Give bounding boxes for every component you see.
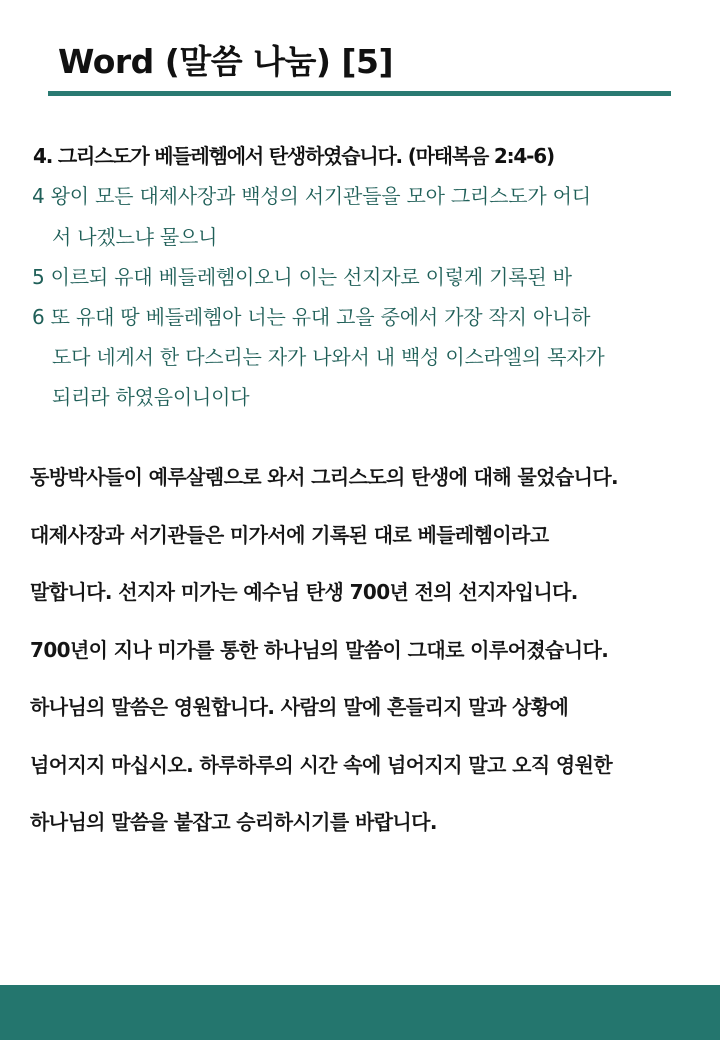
verse-line: 6 또 유대 땅 베들레헴아 너는 유대 고을 중에서 가장 작지 아니하 <box>32 305 591 329</box>
verse-line: 5 이르되 유대 베들레헴이오니 이는 선지자로 이렇게 기록된 바 <box>32 265 572 289</box>
body-paragraph-line: 하나님의 말씀은 영원합니다. 사람의 말에 흔들리지 말과 상황에 <box>30 695 569 719</box>
body-paragraph-line: 말합니다. 선지자 미가는 예수님 탄생 700년 전의 선지자입니다. <box>30 580 578 604</box>
page-title: Word (말씀 나눔) [5] <box>58 42 394 81</box>
verse-line: 되리라 하였음이니이다 <box>52 385 250 409</box>
verse-line: 서 나겠느냐 물으니 <box>52 225 218 249</box>
body-paragraph-line: 대제사장과 서기관들은 미가서에 기록된 대로 베들레헴이라고 <box>30 523 549 547</box>
body-paragraph-line: 동방박사들이 예루살렘으로 와서 그리스도의 탄생에 대해 물었습니다. <box>30 465 619 489</box>
section-heading: 4. 그리스도가 베들레헴에서 탄생하였습니다. (마태복음 2:4-6) <box>33 144 554 168</box>
body-paragraph-line: 700년이 지나 미가를 통한 하나님의 말씀이 그대로 이루어졌습니다. <box>30 638 609 662</box>
body-paragraph-line: 넘어지지 마십시오. 하루하루의 시간 속에 넘어지지 말고 오직 영원한 <box>30 753 613 777</box>
title-underline <box>48 91 671 96</box>
verse-line: 도다 네게서 한 다스리는 자가 나와서 내 백성 이스라엘의 목자가 <box>52 345 605 369</box>
footer-band <box>0 985 720 1040</box>
verse-line: 4 왕이 모든 대제사장과 백성의 서기관들을 모아 그리스도가 어디 <box>32 184 591 208</box>
body-paragraph-line: 하나님의 말씀을 붙잡고 승리하시기를 바랍니다. <box>30 810 437 834</box>
